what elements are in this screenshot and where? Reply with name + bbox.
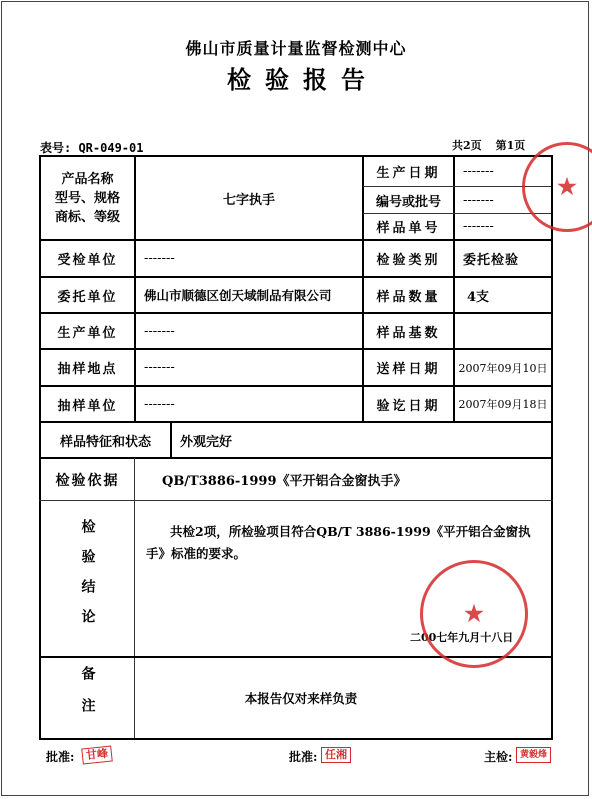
form-number: 表号: QR-049-01 (40, 141, 144, 155)
reviewer-label: 批准: (289, 750, 318, 764)
inspection-basis-label: 检验依据 (55, 472, 120, 489)
inspection-type-value: 委托检验 (463, 253, 520, 268)
sample-order-value: ------- (463, 219, 494, 234)
client-unit-label: 委托单位 (57, 289, 118, 305)
production-date-label: 生产日期 (376, 166, 441, 181)
remark-label-text: 备注 (79, 666, 96, 730)
seal-star-icon: ★ (464, 601, 484, 627)
sample-order-label: 样品单号 (376, 221, 441, 236)
reviewer-signature: 任湘 (321, 747, 351, 763)
page-info (452, 137, 525, 153)
sample-quantity-value: 4支 (467, 289, 490, 305)
completion-date-label: 验讫日期 (376, 398, 441, 414)
sampling-location-value: ------- (144, 360, 175, 375)
sample-base-value (455, 314, 551, 348)
inspected-unit-value: ------- (144, 251, 175, 266)
batch-number-label: 编号或批号 (375, 194, 441, 210)
conclusion-label-text: 检验结论 (79, 519, 96, 639)
product-name-value: 七字执手 (222, 192, 275, 208)
production-date-value: ------- (463, 164, 494, 179)
conclusion-date: 二00七年九月十八日 (410, 631, 514, 644)
organization-name: 佛山市质量计量监督检测中心 (185, 39, 407, 58)
product-name-label: 产品名称 型号、规格 商标、等级 (54, 171, 120, 225)
conclusion-label (41, 502, 134, 656)
seal-star-icon: ★ (557, 174, 577, 200)
sample-condition-label: 样品特征和状态 (59, 434, 151, 450)
inspection-basis-value: QB/T3886-1999《平开铝合金窗执手》 (162, 474, 407, 489)
sampling-unit-value: ------- (144, 396, 175, 412)
remark-text: 本报告仅对来样负责 (244, 691, 358, 706)
completion-date-value: 2007年09月18日 (458, 398, 548, 411)
page-number: 第1页 (495, 139, 526, 152)
delivery-date-label: 送样日期 (376, 362, 441, 377)
total-pages: 共2页 (452, 139, 482, 152)
seal-stamp-main (420, 560, 528, 668)
chief-inspector-label: 主检: (484, 750, 513, 764)
inspection-type-label: 检验类别 (376, 253, 441, 268)
client-unit-value: 佛山市顺德区创天域制品有限公司 (144, 288, 332, 303)
sampling-unit-label: 抽样单位 (57, 398, 118, 414)
inspected-unit-label: 受检单位 (57, 253, 118, 268)
sample-condition-value: 外观完好 (180, 434, 233, 450)
remark-label (41, 658, 134, 738)
conclusion-text: 共检2项，所检验项目符合QB/T 3886-1999《平开铝合金窗执手》标准的要求。 (146, 524, 531, 561)
report-title: 检验报告 (227, 65, 379, 94)
sample-base-label: 样品基数 (376, 325, 441, 341)
sample-quantity-label: 样品数量 (376, 289, 441, 305)
delivery-date-value: 2007年09月10日 (458, 361, 548, 375)
approver-label: 批准: (46, 750, 75, 764)
approver-signature: 甘峰 (81, 745, 113, 764)
production-unit-label: 生产单位 (57, 325, 118, 341)
chief-inspector-signature: 黄毅烽 (516, 747, 551, 763)
sampling-location-label: 抽样地点 (57, 362, 118, 377)
batch-number-value: ------- (463, 192, 494, 208)
production-unit-value: ------- (144, 323, 175, 339)
